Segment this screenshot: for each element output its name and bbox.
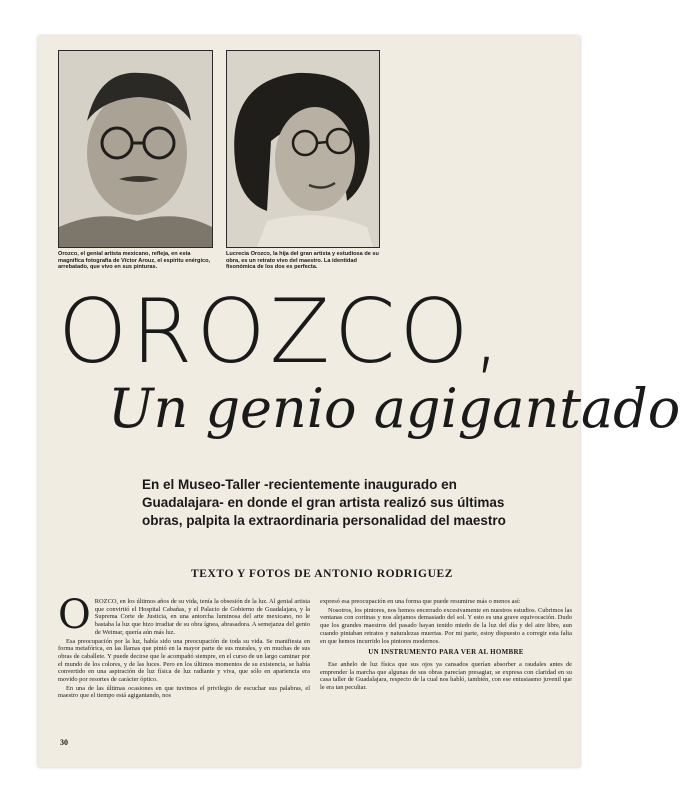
article-subtitle: Un genio agigantado [108, 377, 680, 440]
body-paragraph: Esa preocupación por la luz, había sido una preocupación de toda su vida. Se manifiesta en forma metafórica, en las llamas que pintó en la mayor parte de sus murales, y en muchas de sus obras de caballete. Y puede decirse que le acompañó siempre, en el curso de un largo caminar por el mundo de los colores, y de las luces. Pero en los últimos momentos de su existencia, se había convertido en una aspiración de luz física de luz radiante y viva, que sólo en apariencia era movido por resortes de carácter óptico. [58, 637, 310, 684]
article-title: OROZCO, [58, 280, 505, 383]
photo-orozco-portrait [58, 50, 213, 248]
body-paragraph: ROZCO, en los últimos años de su vida, tenía la obsesión de la luz. Al genial artista que convirtió el Hospital Cabañas, y el Palacio de Gobierno de Guadalajara, y la Suprema Corte de Justicia, en una antorcha luminosa del arte mexicano, no le bastaba la luz que hizo irradiar de su obra ígnea, abrasadora. A semejanza del genio de Weimar, quería aún más luz. [94, 598, 310, 636]
photo-lucrecia-portrait [226, 50, 380, 248]
photo-caption-right: Lucrecia Orozco, la hija del gran artista y estudiosa de su obra, es un retrato vivo del maestro. La identidad fisonómica de los dos es perfecta. [226, 251, 379, 271]
body-column-right [320, 598, 572, 693]
portrait-woman-image [227, 51, 379, 247]
magazine-page [38, 36, 680, 767]
drop-cap: O [58, 592, 91, 638]
body-paragraph: En una de las últimas ocasiones en que tuvimos el privilegio de escuchar sus palabras, el maestro que el tiempo está agigantando, nos [58, 684, 310, 700]
body-column-left [58, 592, 310, 701]
article-byline: TEXTO Y FOTOS DE ANTONIO RODRIGUEZ [190, 568, 454, 580]
body-paragraph: expresó esa preocupación en una forma que puede resumirse más o menos así: [320, 598, 521, 605]
page-number: 30 [60, 738, 68, 747]
portrait-man-image [59, 51, 212, 247]
body-paragraph: Ese anhelo de luz física que sus ojos ya cansados querían absorber a raudales antes de emprender la marcha que algunas de sus obras parecían presagiar, se expresa con claridad en su casa taller de Guadalajara, respecto de la cual nos habló, también, con ese entusiasmo juvenil que le era tan peculiar. [320, 660, 572, 692]
body-paragraph: Nosotros, los pintores, nos hemos encerrado excesivamente en nuestros estudios. Cubrimos las ventanas con cortinas y nos alejamos demasiado del sol. Y esto es una grave equivocación. Dudo que los grandes maestros del pasado hayan tenido miedo de la luz del día y del aire libre, aun cuando pintaban retratos y naturalezas muertas. Por mi parte, estoy dispuesto a corregir esta falta en que hemos incurrido los pintores modernos. [320, 606, 572, 645]
photo-caption-left: Orozco, el genial artista mexicano, refleja, en esta magnífica fotografía de Víctor Arouz, el espíritu enérgico, arrebatado, que vivo en sus pinturas. [58, 251, 211, 271]
article-deck: En el Museo-Taller -recientemente inaugurado en Guadalajara- en donde el gran artista realizó sus últimas obras, palpita la extraordinaria personalidad del maestro [142, 477, 506, 528]
section-subhead: UN INSTRUMENTO PARA VER AL HOMBRE [368, 648, 524, 657]
